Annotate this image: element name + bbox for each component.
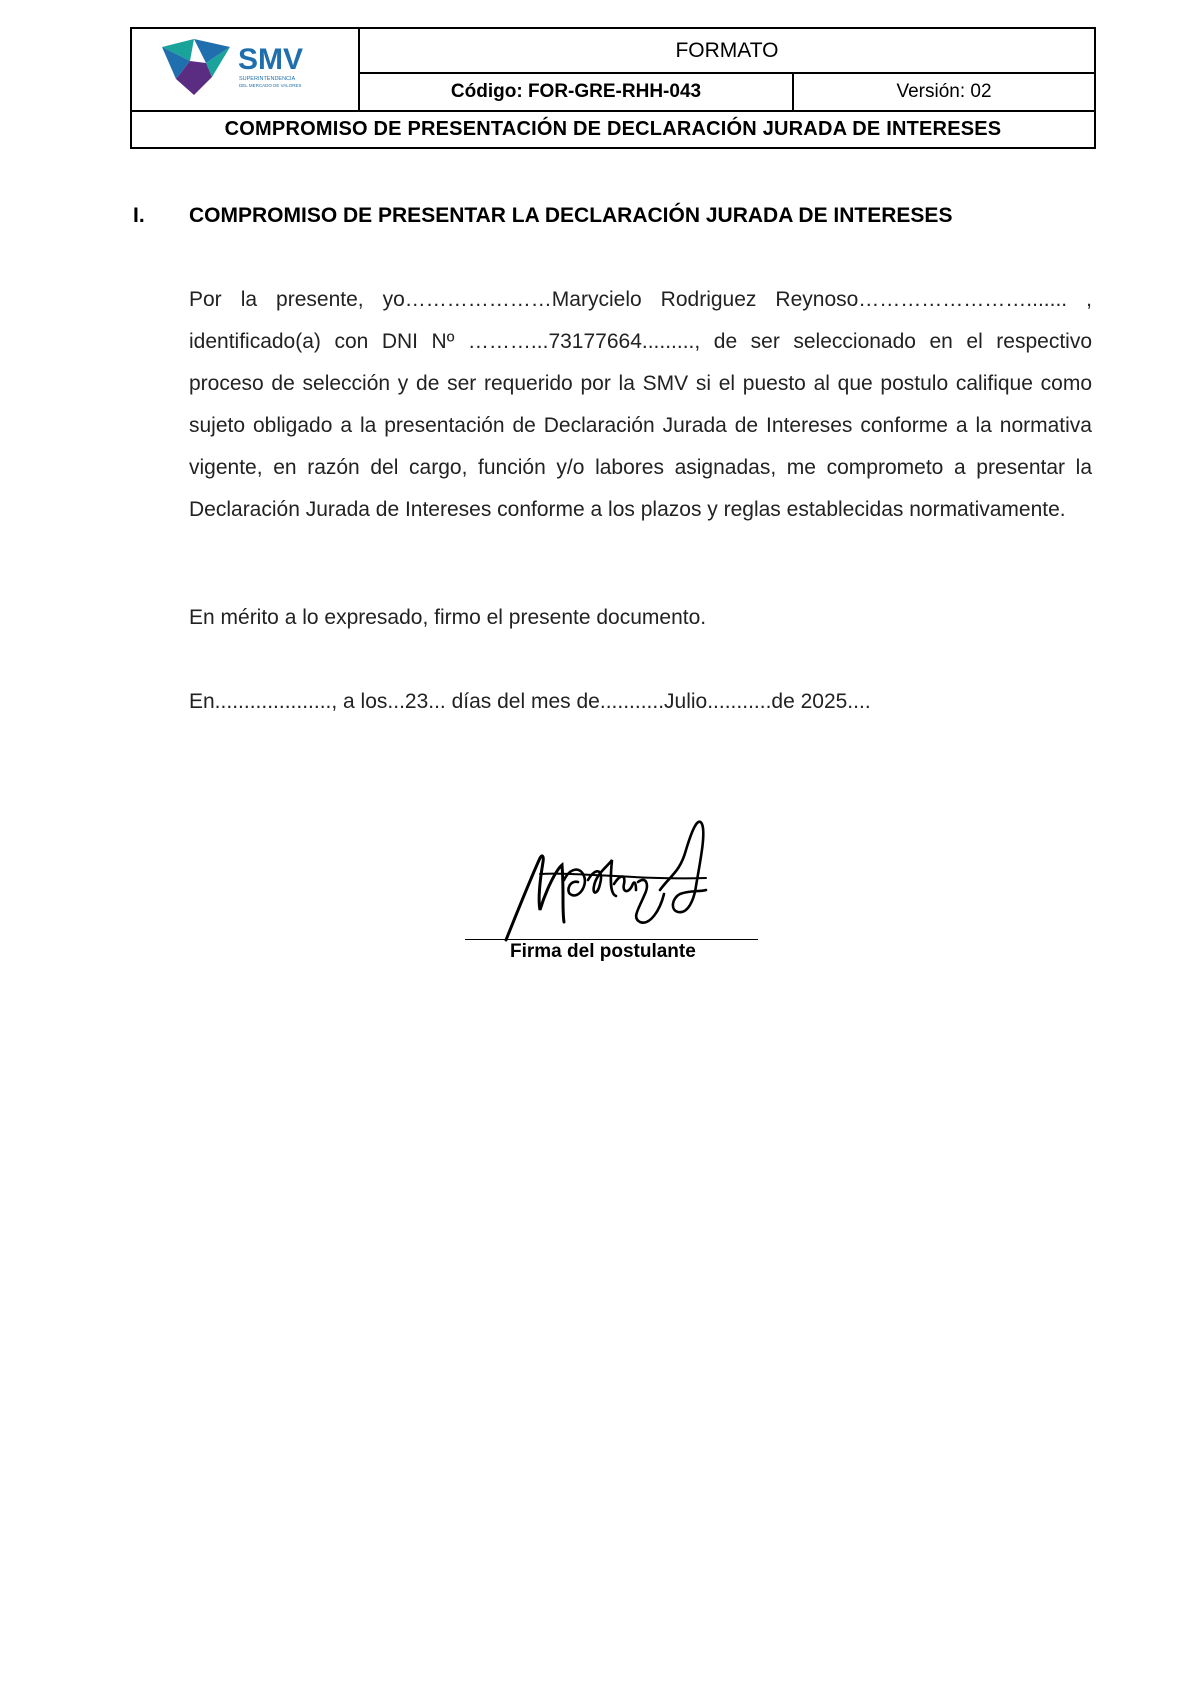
signature-line — [465, 939, 758, 940]
document-code: Código: FOR-GRE-RHH-043 — [360, 74, 794, 112]
signature-statement: En mérito a lo expresado, firmo el presente documento. — [189, 606, 707, 629]
format-label: FORMATO — [360, 29, 1094, 74]
logo-subtitle-line1: SUPERINTENDENCIA — [239, 76, 296, 82]
logo-subtitle-line2: DEL MERCADO DE VALORES — [239, 83, 302, 88]
document-header — [130, 27, 1096, 149]
place-date-line: En...................., a los...23... días del mes de...........Julio...........de 2025.... — [189, 690, 871, 713]
section-title: COMPROMISO DE PRESENTAR LA DECLARACIÓN JURADA DE INTERESES — [189, 204, 953, 227]
smv-logo — [152, 33, 342, 105]
commitment-paragraph: Por la presente, yo…………………Marycielo Rodriguez Reynoso……………………....... , identificado(a) con DNI Nº ………...73177664........., de ser seleccionado en el respectivo proceso de selección y de ser requerido por la SMV si el puesto al que postulo califique como sujeto obligado a la presentación de Declaración Jurada de Intereses conforme a la normativa vigente, en razón del cargo, función y/o labores asignadas, me comprometo a presentar la Declaración Jurada de Intereses conforme a los plazos y reglas establecidas normativamente. — [189, 288, 1092, 521]
document-version: Versión: 02 — [794, 74, 1094, 112]
handwritten-signature — [500, 810, 730, 945]
logo-cell — [132, 29, 360, 112]
section-number: I. — [133, 204, 145, 227]
logo-wordmark: SMV — [238, 43, 304, 76]
signature-label: Firma del postulante — [510, 941, 696, 962]
document-title: COMPROMISO DE PRESENTACIÓN DE DECLARACIÓN JURADA DE INTERESES — [224, 118, 1002, 140]
